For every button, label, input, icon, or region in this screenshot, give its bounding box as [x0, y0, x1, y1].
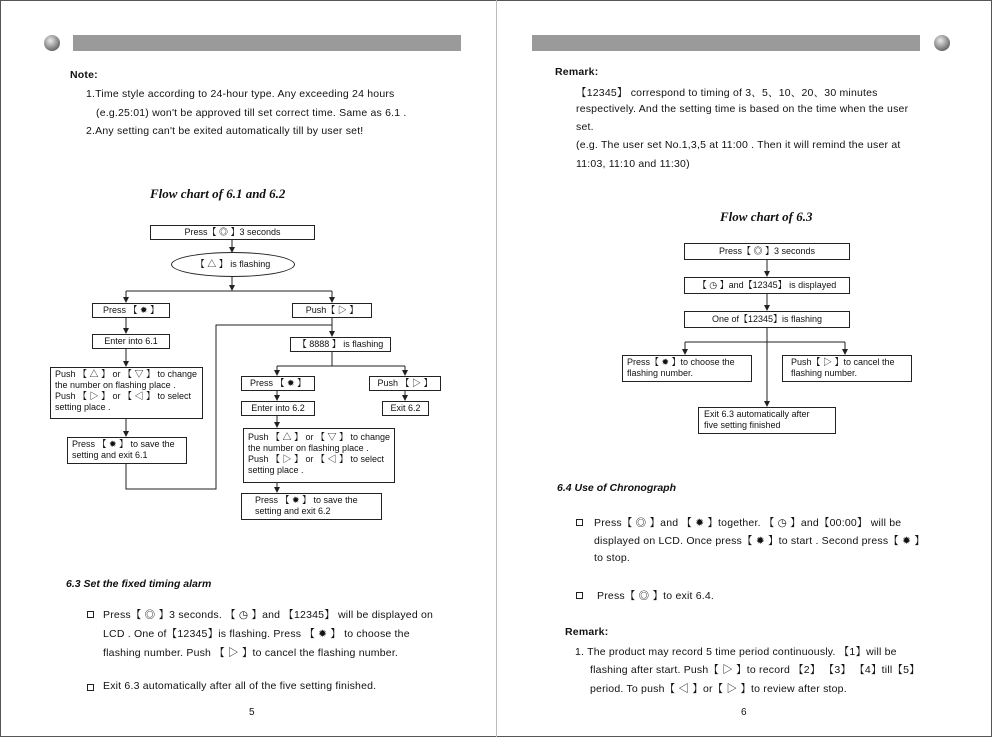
right-flow-title: Flow chart of 6.3 — [720, 209, 813, 224]
note-line-2: (e.g.25:01) won't be approved till set correct time. Same as 6.1 . — [96, 107, 407, 119]
flow-6-3-exit — [698, 407, 836, 434]
flow-save-6-1-line-2: setting and exit 6.1 — [72, 450, 148, 460]
flow-push-change-6-1-line-2: the number on flashing place . — [55, 380, 176, 390]
remark-2-line-2: flashing after start. Push【 ▷ 】to record 【2】 【3】 【4】till【5】 — [590, 664, 920, 676]
flow-6-3-displayed: 【 ◷ 】and【12345】 is displayed — [684, 277, 850, 294]
flow-push-right-2: Push 【 ▷ 】 — [369, 376, 441, 391]
flow-flashing-oval: 【 △ 】 is flashing — [171, 252, 295, 277]
flow-6-3-press-3-seconds: Press【 ◎ 】3 seconds — [684, 243, 850, 260]
remark-line-1: 【12345】 correspond to timing of 3、5、10、20、30 minutes — [576, 87, 878, 99]
bullet-icon — [576, 519, 583, 526]
flow-6-3-cancel-line-2: flashing number. — [791, 368, 858, 378]
flow-6-3-cancel-line-1: Push【 ▷ 】to cancel the — [791, 357, 895, 367]
section-6-3-bullet-2: Exit 6.3 automatically after all of the five setting finished. — [103, 680, 377, 692]
section-6-4-bullet-2: Press【 ◎ 】to exit 6.4. — [597, 590, 715, 602]
section-6-3-title: 6.3 Set the fixed timing alarm — [66, 578, 212, 590]
note-title: Note: — [70, 69, 98, 81]
flow-save-6-1-line-1: Press 【 ✹ 】 to save the — [72, 439, 175, 449]
flow-press-set-2: Press 【 ✹ 】 — [241, 376, 315, 391]
flow-push-change-6-2-line-2: the number on flashing place . — [248, 443, 369, 453]
flow-push-change-6-2-line-1: Push 【 △ 】 or 【 ▽ 】 to change — [248, 432, 391, 442]
flow-6-3-exit-line-2: five setting finished — [704, 420, 781, 430]
section-6-3-bullet-1-line-3: flashing number. Push 【 ▷ 】to cancel the flashing number. — [103, 647, 399, 659]
flow-enter-6-1: Enter into 6.1 — [92, 334, 170, 349]
page-number-left: 5 — [249, 707, 255, 718]
flow-press-3-seconds: Press【 ◎ 】3 seconds — [150, 225, 315, 240]
section-6-4-bullet-1-line-3: to stop. — [594, 552, 631, 564]
flow-6-3-exit-line-1: Exit 6.3 automatically after — [704, 409, 810, 419]
flow-exit-6-2: Exit 6.2 — [382, 401, 429, 416]
flow-6-3-choose-line-2: flashing number. — [627, 368, 694, 378]
flow-enter-6-2: Enter into 6.2 — [241, 401, 315, 416]
flow-6-3-choose — [622, 355, 752, 382]
flow-save-6-2-line-2: setting and exit 6.2 — [255, 506, 331, 516]
section-6-4-title: 6.4 Use of Chronograph — [557, 482, 677, 494]
flow-push-change-6-2-line-3: Push 【 ▷ 】 or 【 ◁ 】 to select — [248, 454, 385, 464]
flow-push-change-6-1-line-3: Push 【 ▷ 】 or 【 ◁ 】 to select — [55, 391, 192, 401]
left-flow-title: Flow chart of 6.1 and 6.2 — [150, 186, 286, 201]
remark-line-5: 11:03, 11:10 and 11:30) — [576, 158, 690, 170]
flow-push-change-6-2-line-4: setting place . — [248, 465, 304, 475]
flow-digits-flashing: 【 8888 】 is flashing — [290, 337, 391, 352]
remark-line-2: respectively. And the setting time is based on the time when the user — [576, 103, 909, 115]
flow-push-change-6-1-line-4: setting place . — [55, 402, 111, 412]
note-line-1: 1.Time style according to 24-hour type. Any exceeding 24 hours — [86, 88, 395, 100]
note-line-3: 2.Any setting can't be exited automatically till by user set! — [86, 125, 364, 137]
flow-6-3-one-flashing: One of【12345】is flashing — [684, 311, 850, 328]
flow-push-change-6-1-line-1: Push 【 △ 】 or 【 ▽ 】 to change — [55, 369, 198, 379]
remark-title: Remark: — [555, 66, 599, 78]
flow-6-3-cancel — [782, 355, 912, 382]
section-6-3-bullet-1-line-2: LCD . One of【12345】is flashing. Press 【 ✹ 】 to choose the — [103, 628, 410, 640]
remark-line-4: (e.g. The user set No.1,3,5 at 11:00 . Then it will remind the user at — [576, 139, 901, 151]
remark-2-title: Remark: — [565, 626, 609, 638]
section-6-4-bullet-1-line-2: displayed on LCD. Once press【 ✹ 】to start . Second press【 ✹ 】 — [594, 535, 925, 547]
remark-2-line-1: 1. The product may record 5 time period continuously. 【1】will be — [575, 646, 897, 658]
flow-save-6-2-line-1: Press 【 ✹ 】 to save the — [255, 495, 358, 505]
page-number-right: 6 — [741, 707, 747, 718]
flow-press-set: Press 【 ✹ 】 — [92, 303, 170, 318]
remark-2-line-3: period. To push【 ◁ 】or【 ▷ 】to review after stop. — [590, 683, 847, 695]
section-6-4-bullet-1-line-1: Press【 ◎ 】and 【 ✹ 】together. 【 ◷ 】and【00:00】 will be — [594, 517, 902, 529]
bullet-icon — [576, 592, 583, 599]
flow-push-right: Push【 ▷ 】 — [292, 303, 372, 318]
section-6-3-bullet-1-line-1: Press【 ◎ 】3 seconds. 【 ◷ 】and 【12345】 will be displayed on — [103, 609, 434, 621]
flow-6-3-choose-line-1: Press【 ✹ 】to choose the — [627, 357, 735, 367]
remark-line-3: set. — [576, 121, 594, 133]
